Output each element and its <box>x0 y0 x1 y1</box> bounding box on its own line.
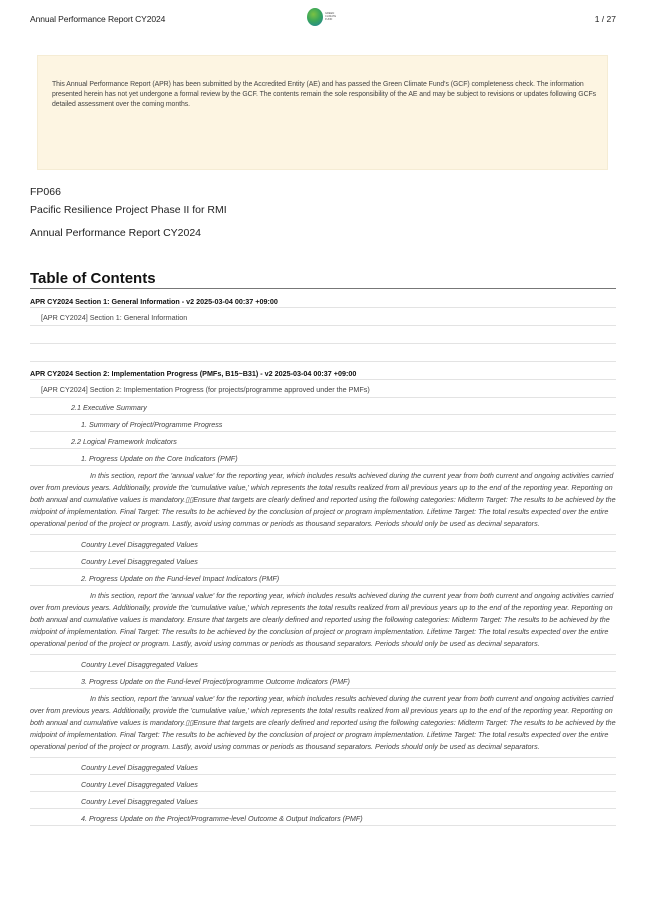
toc-blank-row <box>30 326 616 344</box>
toc-instructions-paragraph: In this section, report the 'annual value' for the reporting year, which includes results achieved during the current year from both current and ongoing activities carried over from previous years. Additionally, provide the 'cumulative value,' which represents the total results realized from all previous years up to the end of the reporting year. Reporting on both annual and cumulative values is mandatory. Ensure that targets are clearly defined and reported using the following categories: Midterm Target: The results to be achieved by the midpoint of implementation. Final Target: The results to be achieved by the conclusion of project or program implementation. Lifetime Target: The total results expected over the entire operational period of the project or program. Lastly, avoid using commas or periods as thousand separators. Periods should only be used as decimal separators. <box>30 586 616 655</box>
toc-divider <box>30 288 616 289</box>
toc-country-level-values[interactable]: Country Level Disaggregated Values <box>30 655 616 672</box>
toc-country-level-values[interactable]: Country Level Disaggregated Values <box>30 775 616 792</box>
toc-core-indicators[interactable]: 1. Progress Update on the Core Indicators (PMF) <box>30 449 616 466</box>
logo-globe-icon <box>307 8 323 26</box>
toc-logframe[interactable]: 2.2 Logical Framework Indicators <box>30 432 616 449</box>
toc-country-level-values[interactable]: Country Level Disaggregated Values <box>30 535 616 552</box>
toc-output-indicators[interactable]: 4. Progress Update on the Project/Programme-level Outcome & Output Indicators (PMF) <box>30 809 616 826</box>
toc-country-level-values[interactable]: Country Level Disaggregated Values <box>30 552 616 569</box>
logo-text: GREEN CLIMATE FUND <box>325 12 337 22</box>
project-id: FP066 <box>30 186 61 198</box>
toc-instructions-paragraph: In this section, report the 'annual value' for the reporting year, which includes results achieved during the current year from both current and ongoing activities carried over from previous years. Additionally, provide the 'cumulative value,' which represents the total results realized from all previous years up to the end of the reporting year. Reporting on both annual and cumulative values is mandatory.▯▯Ensure that targets are clearly defined and reported using the following categories: Midterm Target: The results to be achieved by the midpoint of implementation. Final Target: The results to be achieved by the conclusion of project or program implementation. Lifetime Target: The total results expected over the entire operational period of the project or program. Lastly, avoid using commas or periods as thousand separators. Periods should only be used as decimal separators. <box>30 689 616 758</box>
toc-section-2-heading[interactable]: APR CY2024 Section 2: Implementation Progress (PMFs, B15~B31) - v2 2025-03-04 00:37 +09:00 <box>30 362 616 380</box>
disclaimer-notice <box>37 55 608 170</box>
gcf-logo-icon <box>307 8 341 28</box>
table-of-contents <box>30 290 616 826</box>
toc-blank-row <box>30 344 616 362</box>
toc-impact-indicators[interactable]: 2. Progress Update on the Fund-level Impact Indicators (PMF) <box>30 569 616 586</box>
page-header <box>0 0 646 36</box>
toc-country-level-values[interactable]: Country Level Disaggregated Values <box>30 758 616 775</box>
toc-title: Table of Contents <box>30 270 156 287</box>
toc-summary-progress[interactable]: 1. Summary of Project/Programme Progress <box>30 415 616 432</box>
toc-outcome-indicators[interactable]: 3. Progress Update on the Fund-level Project/programme Outcome Indicators (PMF) <box>30 672 616 689</box>
project-name: Pacific Resilience Project Phase II for RMI <box>30 204 227 216</box>
header-title: Annual Performance Report CY2024 <box>30 14 166 24</box>
report-title: Annual Performance Report CY2024 <box>30 227 202 239</box>
disclaimer-text: This Annual Performance Report (APR) has been submitted by the Accredited Entity (AE) and has passed the Green Climate Fund's (GCF) completeness check. The information presented herein has not yet undergone a formal review by the GCF. The contents remain the sole responsibility of the AE and may be subject to revisions or updates following GCFs detailed assessment over the coming months. <box>52 81 597 108</box>
toc-country-level-values[interactable]: Country Level Disaggregated Values <box>30 792 616 809</box>
toc-section-1-form[interactable]: [APR CY2024] Section 1: General Information <box>30 308 616 326</box>
toc-section-2-form[interactable]: [APR CY2024] Section 2: Implementation Progress (for projects/programme approved under the PMFs) <box>30 380 616 398</box>
page-indicator: 1 / 27 <box>594 14 616 24</box>
toc-instructions-paragraph: In this section, report the 'annual value' for the reporting year, which includes results achieved during the current year from both current and ongoing activities carried over from previous years. Additionally, provide the 'cumulative value,' which represents the total results realized from all previous years up to the end of the reporting year. Reporting on both annual and cumulative values is mandatory.▯▯Ensure that targets are clearly defined and reported using the following categories: Midterm Target: The results to be achieved by the midpoint of implementation. Final Target: The results to be achieved by the conclusion of project or program implementation. Lifetime Target: The total results expected over the entire operational period of the project or program. Lastly, avoid using commas or periods as thousand separators. Periods should only be used as decimal separators. <box>30 466 616 535</box>
toc-executive-summary[interactable]: 2.1 Executive Summary <box>30 398 616 415</box>
toc-section-1-heading[interactable]: APR CY2024 Section 1: General Information - v2 2025-03-04 00:37 +09:00 <box>30 290 616 308</box>
